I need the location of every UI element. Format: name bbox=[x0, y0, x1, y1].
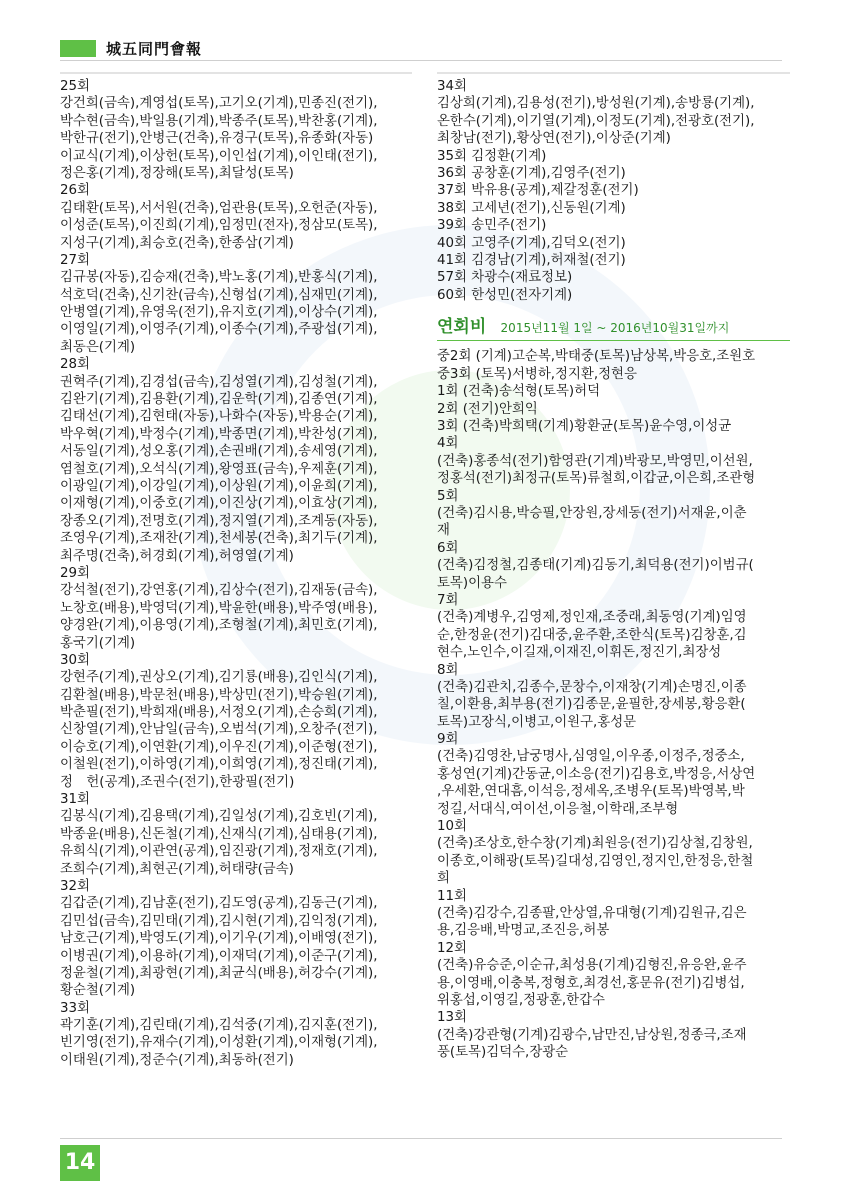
text-line: 최주명(건축),허경회(기계),허영열(기계) bbox=[60, 548, 294, 564]
text-line: 조희수(기계),최현곤(기계),허태량(금속) bbox=[60, 861, 294, 877]
text-line: 중2회 (기계)고순복,박태중(토목)남상복,박응호,조원호 bbox=[437, 349, 756, 365]
text-line: 39회 송민주(전기) bbox=[437, 218, 547, 234]
text-line: 안병열(기계),유영욱(전기),유지호(기계),이상수(기계), bbox=[60, 305, 378, 321]
text-line: 이태원(기계),정준수(기계),최동하(전기) bbox=[60, 1052, 294, 1068]
text-line: 위홍섭,이영길,정광훈,한갑수 bbox=[437, 992, 605, 1008]
text-line: 유희식(기계),이관연(공계),임진광(기계),정재호(기계), bbox=[60, 844, 378, 860]
text-line: (건축)김시용,박승필,안장원,장세동(전기)서재윤,이춘 bbox=[437, 506, 747, 521]
text-line: 중3회 (토목)서병하,정지환,정현응 bbox=[437, 366, 637, 382]
text-line: 홍성연(기계)간동균,이소응(전기)김용호,박정응,서상연 bbox=[437, 766, 756, 782]
text-line: 풍(토목)김덕수,장광순 bbox=[437, 1045, 569, 1061]
left-column-top-rule bbox=[60, 72, 412, 74]
text-line: 강건희(금속),계영섭(토목),고기오(기계),민종진(전기), bbox=[60, 96, 378, 112]
text-line: 재 bbox=[437, 523, 450, 539]
text-line: (건축)김영찬,남궁명사,심영일,이우종,이정주,정중소, bbox=[437, 749, 745, 765]
text-line: 60회 한성민(전자기계) bbox=[437, 287, 573, 303]
text-line: 용,김응배,박명교,조진응,허봉 bbox=[437, 923, 610, 939]
text-line: 10회 bbox=[437, 819, 467, 835]
text-line: 11회 bbox=[437, 888, 467, 904]
text-line: (건축)김정철,김종태(기계)김동기,최덕용(전기)이범규( bbox=[437, 558, 754, 574]
text-line: 이승호(기계),이연환(기계),이우진(기계),이준형(전기), bbox=[60, 739, 378, 755]
text-line: 정은홍(기계),정장해(토목),최달성(토목) bbox=[60, 165, 294, 181]
text-line: 2회 (전기)안희익 bbox=[437, 401, 538, 417]
text-line: 김갑준(기계),김남훈(전기),김도영(공계),김동근(기계), bbox=[60, 896, 378, 912]
right-column-class-list bbox=[437, 78, 790, 304]
text-line: 남호근(기계),박영도(기계),이기우(기계),이배영(전기), bbox=[60, 931, 378, 947]
text-line: (건축)김강수,김종팔,안상열,유대형(기계)김원규,김은 bbox=[437, 905, 747, 921]
text-line: 37회 박유용(공계),제갈정훈(전기) bbox=[437, 183, 639, 199]
text-line: 41회 김경남(기계),허재철(전기) bbox=[437, 252, 626, 268]
text-line: 13회 bbox=[437, 1010, 467, 1026]
text-line: (건축)홍종석(전기)함영관(기계)박광모,박영민,이선원, bbox=[437, 453, 753, 469]
newsletter-title: 城五同門會報 bbox=[106, 40, 203, 58]
text-line: 박종윤(배용),신돈철(기계),신재식(기계),심태용(기계), bbox=[60, 826, 378, 842]
text-line: 김환철(배용),박문천(배용),박상민(전기),박승원(기계), bbox=[60, 687, 378, 703]
text-line: 최동은(기계) bbox=[60, 339, 136, 355]
text-line: (건축)김관치,김종수,문창수,이재창(기계)손명진,이종 bbox=[437, 679, 747, 695]
text-line: 노창호(배용),박영덕(기계),박윤한(배용),박주영(배용), bbox=[60, 600, 378, 616]
text-line: 6회 bbox=[437, 540, 459, 556]
text-line: (건축)유승준,이순규,최성용(기계)김형진,유응완,윤주 bbox=[437, 958, 747, 974]
text-line: 박한규(전기),안병근(건축),유경구(토목),유종화(자동) bbox=[60, 131, 374, 147]
text-line: 28회 bbox=[60, 357, 90, 373]
text-line: 박수현(금속),박일용(기계),박종주(토목),박찬홍(기계), bbox=[60, 113, 378, 129]
text-line: 4회 bbox=[437, 436, 459, 452]
text-line: 이성준(토목),이진희(기계),임정민(전자),정삼모(토목), bbox=[60, 218, 378, 234]
text-line: 김민섭(금속),김민태(기계),김시현(기계),김익정(기계), bbox=[60, 913, 378, 929]
text-line: 신창열(기계),안남일(금속),오범석(기계),오창주(전기), bbox=[60, 722, 378, 738]
text-line: 정 헌(공계),조권수(전기),한광필(전기) bbox=[60, 774, 295, 790]
text-line: 김태환(토목),서서원(건축),엄관용(토목),오헌준(자동), bbox=[60, 200, 378, 216]
annual-fee-list bbox=[437, 348, 790, 1061]
right-column bbox=[437, 78, 790, 1062]
text-line: 1회 (건축)송석형(토목)허덕 bbox=[437, 384, 601, 400]
text-line: 32회 bbox=[60, 878, 90, 894]
text-line: 장종오(기계),전명호(기계),정지열(기계),조계동(자동), bbox=[60, 513, 378, 529]
text-line: 8회 bbox=[437, 662, 459, 678]
text-line: 29회 bbox=[60, 565, 90, 581]
text-line: 36회 공창훈(기계),김영주(전기) bbox=[437, 165, 626, 181]
text-line: 정길,서대식,여이선,이응철,이학래,조부형 bbox=[437, 801, 679, 817]
left-column bbox=[60, 78, 412, 1069]
text-line: 김태선(기계),김현태(자동),나화수(자동),박용순(기계), bbox=[60, 409, 378, 425]
header-accent-bar bbox=[60, 40, 96, 57]
text-line: 홍국기(기계) bbox=[60, 635, 136, 651]
text-line: 정홍석(전기)최정규(토목)류철희,이갑균,이은희,조관형 bbox=[437, 471, 756, 487]
text-line: 토목)이용수 bbox=[437, 575, 507, 591]
text-line: 3회 (건축)박희택(기계)황환균(토목)윤수영,이성균 bbox=[437, 419, 732, 435]
text-line: 강현주(기계),권상오(기계),김기룡(배용),김인식(기계), bbox=[60, 670, 378, 686]
text-line: 석호덕(건축),신기찬(금속),신형섭(기계),심재민(기계), bbox=[60, 287, 378, 303]
text-line: 38회 고세년(전기),신동원(기계) bbox=[437, 200, 626, 216]
text-line: 박춘필(전기),박희재(배용),서정오(기계),손승희(기계), bbox=[60, 705, 378, 721]
text-line: 35회 김정환(기계) bbox=[437, 148, 547, 164]
text-line: 빈기영(전기),유재수(기계),이성환(기계),이재형(기계), bbox=[60, 1035, 378, 1051]
text-line: 황순철(기계) bbox=[60, 983, 136, 999]
text-line: 지성구(기계),최승호(건축),한종삼(기계) bbox=[60, 235, 294, 251]
text-line: 33회 bbox=[60, 1000, 90, 1016]
text-line: 정윤철(기계),최광현(기계),최균식(배용),허강수(기계), bbox=[60, 965, 378, 981]
annual-fee-title: 연회비 bbox=[437, 317, 487, 338]
text-line: 김봉식(기계),김용택(기계),김일성(기계),김호빈(기계), bbox=[60, 809, 378, 825]
text-line: 27회 bbox=[60, 252, 90, 268]
text-line: 이철원(전기),이하영(기계),이희영(기계),정진태(기계), bbox=[60, 757, 378, 773]
text-line: 김상희(기계),김용성(전기),방성원(기계),송방룡(기계), bbox=[437, 96, 755, 112]
text-line: 30회 bbox=[60, 652, 90, 668]
text-line: 염철호(기계),오석식(기계),왕영표(금속),우제훈(기계), bbox=[60, 461, 378, 477]
text-line: 현수,노인수,이길재,이재진,이휘돈,정진기,최장성 bbox=[437, 645, 722, 661]
text-line: 강석철(전기),강연홍(기계),김상수(전기),김재동(금속), bbox=[60, 583, 378, 599]
right-column-top-rule bbox=[437, 72, 790, 74]
header-divider bbox=[60, 60, 782, 61]
text-line: 12회 bbox=[437, 940, 467, 956]
text-line: 이영일(기계),이영주(기계),이종수(기계),주광섭(기계), bbox=[60, 322, 378, 338]
text-line: 순,한정윤(전기)김대중,윤주환,조한식(토목)김창훈,김 bbox=[437, 627, 747, 643]
text-line: 34회 bbox=[437, 79, 467, 94]
text-line: 이종호,이해광(토목)길대성,김영인,정지인,한정응,한철 bbox=[437, 853, 754, 869]
text-line: 김규봉(자동),김승재(건축),박노홍(기계),반홍식(기계), bbox=[60, 270, 378, 286]
text-line: 이병권(기계),이용하(기계),이재덕(기계),이준구(기계), bbox=[60, 948, 378, 964]
text-line: 토목)고장식,이병고,이원구,홍성문 bbox=[437, 714, 637, 730]
text-line: 7회 bbox=[437, 592, 459, 608]
text-line: 40회 고영주(기계),김덕오(전기) bbox=[437, 235, 626, 251]
text-line: 희 bbox=[437, 871, 450, 887]
text-line: 온한수(기계),이기열(기계),이정도(기계),전광호(전기), bbox=[437, 113, 755, 129]
text-line: 서동일(기계),성오홍(기계),손권배(기계),송세영(기계), bbox=[60, 444, 378, 460]
text-line: 9회 bbox=[437, 732, 459, 748]
page-number: 14 bbox=[60, 1145, 100, 1181]
text-line: (건축)강관형(기계)김광수,남만진,남상원,정종극,조재 bbox=[437, 1027, 747, 1043]
text-line: 31회 bbox=[60, 792, 90, 808]
text-line: (건축)계병우,김영제,정인재,조중래,최동영(기계)임영 bbox=[437, 610, 747, 626]
text-line: 곽기훈(기계),김린태(기계),김석중(기계),김지훈(전기), bbox=[60, 1018, 378, 1034]
text-line: ,우세환,연대흠,이석응,정세옥,조병우(토목)박영복,박 bbox=[437, 784, 745, 800]
text-line: 57회 차광수(재료정보) bbox=[437, 270, 573, 286]
text-line: 이재형(기계),이중호(기계),이진상(기계),이효상(기계), bbox=[60, 496, 378, 512]
annual-fee-section-header bbox=[437, 319, 790, 341]
text-line: 최창남(전기),황상연(전기),이상준(기계) bbox=[437, 131, 671, 147]
text-line: 25회 bbox=[60, 79, 90, 94]
text-line: 권혁주(기계),김경섭(금속),김성열(기계),김성철(기계), bbox=[60, 374, 378, 390]
text-line: (건축)조상호,한수창(기계)최원응(전기)김상철,김창원, bbox=[437, 836, 753, 852]
footer-divider bbox=[60, 1138, 782, 1139]
text-line: 26회 bbox=[60, 183, 90, 199]
text-line: 용,이영배,이충복,정형호,최경선,홍문유(전기)김병섭, bbox=[437, 975, 745, 991]
text-line: 이광일(기계),이강일(기계),이상원(기계),이윤희(기계), bbox=[60, 478, 378, 494]
text-line: 양경완(기계),이용영(기계),조형철(기계),최민호(기계), bbox=[60, 618, 378, 634]
text-line: 박우혁(기계),박정수(기계),박종면(기계),박찬성(기계), bbox=[60, 426, 378, 442]
text-line: 조영우(기계),조재찬(기계),천세봉(건축),최기두(기계), bbox=[60, 531, 378, 547]
text-line: 칠,이환용,최부용(전기)김종문,윤필한,장세봉,황응환( bbox=[437, 697, 746, 713]
annual-fee-period: 2015년11월 1일 ~ 2016년10월31일까지 bbox=[500, 321, 730, 336]
text-line: 김완기(기계),김용환(기계),김운학(기계),김종연(기계), bbox=[60, 392, 378, 408]
text-line: 이교식(기계),이상헌(토목),이인섭(기계),이인태(전기), bbox=[60, 148, 378, 164]
text-line: 5회 bbox=[437, 488, 459, 504]
